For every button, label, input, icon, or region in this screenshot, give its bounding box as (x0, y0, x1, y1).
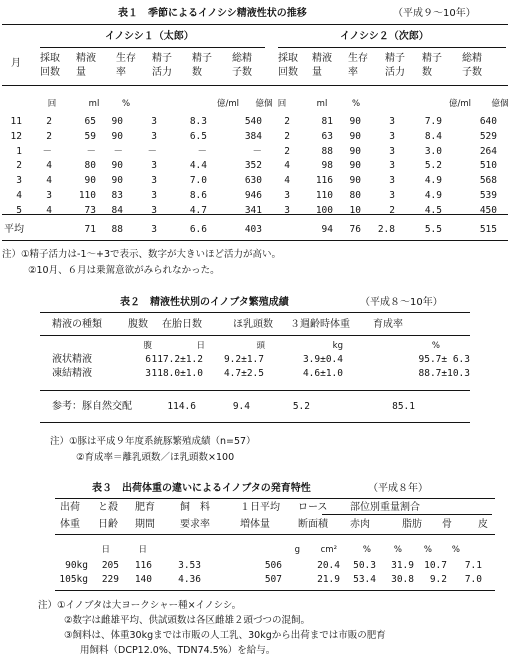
table2-header: 在胎日数 (162, 319, 202, 330)
table1-cell: － (197, 145, 207, 157)
table1-cell: 90 (349, 130, 361, 142)
table1-cell: 90 (111, 160, 123, 172)
table1-month: 3 (16, 175, 22, 187)
table2-unit: % (431, 341, 440, 351)
table1-cell: 5.2 (424, 160, 442, 172)
table3-cell: 229 (101, 574, 119, 585)
group1-rule (40, 47, 265, 48)
table2-cell: 118.0±1.0 (151, 368, 203, 379)
table1-avg-cell: 5.5 (424, 224, 442, 235)
table1-col-header-line1: 精子 (192, 53, 212, 64)
table3-row-label: 90kg (65, 560, 88, 571)
table1-cell: 8.3 (189, 116, 207, 127)
table1-cell: 529 (479, 130, 497, 142)
table2-header: ほ乳頭数 (233, 319, 273, 330)
table1-cell: 4.4 (189, 160, 207, 172)
table2-ref-cell: 114.6 (167, 401, 196, 412)
table1-cell: 7.9 (424, 116, 442, 127)
table1-avg-cell: 94 (321, 224, 333, 235)
table1-unit: 億個 (255, 99, 273, 109)
table1-cell: 90 (349, 160, 361, 172)
table1-col-header-line2: 活力 (152, 67, 172, 78)
table1-col-header-line2: 回数 (40, 67, 60, 78)
table3-header-bottom: 日齢 (98, 519, 118, 530)
table1-col-header-line1: 総精 (232, 53, 252, 64)
table2-caption: 表２ 精液性状別のイノブタ繁殖成績 (120, 297, 289, 308)
table1-cell: － (113, 145, 123, 157)
table1-top-rule (2, 24, 508, 25)
table3-row-label: 105kg (59, 574, 88, 585)
table1-cell: 3 (151, 190, 157, 201)
table3-header-bottom: 増体量 (240, 519, 270, 530)
table1-cell: 90 (111, 175, 123, 187)
table3-cell: 7.1 (464, 560, 482, 571)
table2-cell: 4.7±2.5 (223, 368, 264, 379)
table1-col-header-line1: 精子 (385, 53, 405, 64)
table1-cell: 80 (84, 160, 96, 172)
table2-note-1: 注）①豚は平成９年度系統豚繁殖成績（n=57） (50, 436, 256, 447)
table1-cell: 568 (479, 175, 497, 187)
table1-cell: － (252, 145, 262, 157)
table1-cell: 3 (284, 190, 290, 201)
table2-note-2: ②育成率＝離乳頭数／ほ乳頭数×100 (76, 452, 235, 463)
table1-col-header-line2: 子数 (462, 67, 482, 78)
table2-top-rule (40, 312, 470, 313)
table1-cell: 540 (244, 116, 262, 127)
table1-cell: 341 (244, 204, 262, 216)
table1-avg-cell: 6.6 (189, 224, 207, 235)
table3-header-top: １日平均 (240, 502, 280, 513)
table1-col-header-line2: 率 (348, 67, 358, 78)
table1-cell: 2 (284, 116, 290, 127)
table1-cell: 90 (111, 130, 123, 142)
table1-month: 2 (16, 160, 22, 172)
table1-col-header-line2: 子数 (232, 67, 252, 78)
table3-header-bottom: 赤肉 (350, 519, 370, 530)
table3-note-3: ③飼料は、体重30kgまでは市販の人工乳、30kgから出荷までは市販の肥育 (64, 630, 386, 641)
table1-unit: % (121, 99, 131, 109)
table1-cell: 539 (479, 190, 497, 201)
table1-col-header-line2: 量 (312, 67, 322, 78)
table1-unit: 億/ml (448, 99, 471, 109)
table3-header-bottom: 骨 (442, 519, 452, 530)
table3-header-top: と殺 (98, 502, 118, 513)
table3-unit: 日 (138, 545, 147, 555)
table2-row-label: 液状精液 (52, 354, 92, 365)
table1-cell: 83 (111, 190, 123, 201)
table3-unit: % (423, 545, 432, 555)
table1-cell: 384 (244, 130, 262, 142)
month-header: 月 (11, 58, 21, 69)
table3-note-2: ②数字は雌雄平均、供試頭数は各区雌雄２頭づつの混飼。 (64, 615, 311, 626)
table3-cell: 53.4 (353, 574, 376, 585)
table3-header-bottom: 脂肪 (402, 519, 422, 530)
table3-cell: 507 (264, 574, 282, 585)
table1-col-header-line1: 精子 (422, 53, 442, 64)
table1-cell: 946 (244, 190, 262, 201)
table1-cell: 80 (349, 190, 361, 201)
table1-col-header-line2: 数 (422, 67, 432, 78)
table1-header-rule (2, 85, 508, 86)
table1-cell: － (42, 145, 52, 157)
table1-cell: 2 (46, 116, 52, 127)
table1-col-header-line1: 精子 (152, 53, 172, 64)
table1-cell: 2 (284, 130, 290, 142)
table2-cell: 88.7±10.3 (418, 368, 470, 379)
table1-cell: 3 (389, 190, 395, 201)
table1-unit: 回 (277, 99, 287, 109)
table2-ref-rule (40, 390, 470, 391)
table1-cell: 3 (151, 160, 157, 172)
table1-cell: 81 (321, 116, 333, 127)
table3-cell: 7.0 (464, 574, 482, 585)
table3-unit: % (362, 545, 371, 555)
table1-avg-cell: 88 (111, 224, 123, 235)
table3-cell: 140 (134, 574, 152, 585)
table3-cell: 4.36 (178, 574, 201, 585)
table1-cell: 7.0 (189, 175, 207, 187)
table1-cell: 3 (389, 175, 395, 187)
table1-month: 12 (10, 130, 22, 142)
table1-cell: 8.4 (424, 130, 442, 142)
table1-note-1: 注）①精子活力は-1～+3で表示、数字が大きいほど活力が高い。 (2, 249, 281, 260)
table3-header-rule (55, 534, 495, 535)
table3-header-bottom: 体重 (60, 519, 80, 530)
table1-month: 4 (16, 190, 22, 201)
table2-cell: 6 (145, 354, 151, 365)
table1-col-header-line2: 回数 (278, 67, 298, 78)
table1-group2: イノシシ２（次郎） (340, 31, 429, 42)
table3-note-4: 用飼料（DCP12.0%、TDN74.5%）を給与。 (80, 645, 276, 656)
table1-col-header-line1: 精液 (312, 53, 332, 64)
table1-cell: 3 (151, 130, 157, 142)
table1-avg-rule (2, 214, 508, 215)
table1-cell: 3.0 (424, 145, 442, 157)
table1-cell: 3 (46, 190, 52, 201)
table3-caption: 表３ 出荷体重の違いによるイノブタの発育特性 (92, 483, 311, 494)
table1-avg-cell: 76 (349, 224, 361, 235)
table3-cell: 30.8 (391, 574, 414, 585)
table1-cell: 90 (349, 116, 361, 127)
table2-row-label: 凍結精液 (52, 368, 92, 379)
table1-cell: 3 (151, 204, 157, 216)
table2-ref-cell: 9.4 (232, 401, 250, 412)
table1-cell: 90 (111, 116, 123, 127)
table1-cell: 88 (321, 145, 333, 157)
table1-month: 1 (16, 145, 22, 157)
table1-cell: 110 (78, 190, 96, 201)
table3-cell: 20.4 (317, 560, 340, 571)
table1-cell: 8.6 (189, 190, 207, 201)
table1-cell: 90 (349, 145, 361, 157)
table1-cell: － (147, 145, 157, 157)
table1-cell: 98 (321, 160, 333, 172)
table1-avg-cell: 515 (479, 224, 497, 235)
table3-note-1: 注）①イノブタは大ヨークシャー種×イノシシ。 (38, 600, 242, 611)
table1-unit: 億個 (491, 99, 509, 109)
table1-col-header-line1: 生存 (348, 53, 368, 64)
table3-cell: 205 (101, 560, 119, 571)
table3-header-top: 出荷 (60, 502, 80, 513)
table3-header-bottom: 断面積 (298, 519, 328, 530)
table1-month: 5 (16, 204, 22, 216)
table3-cell: 21.9 (317, 574, 340, 585)
table1-unit: % (351, 99, 361, 109)
table1-cell: 84 (111, 204, 123, 216)
table1-cell: 90 (84, 175, 96, 187)
table2-unit: kg (332, 341, 343, 351)
group2-rule (278, 47, 506, 48)
table1-note-2: ②10月、６月は乗駕意欲がみられなかった。 (28, 265, 220, 276)
table1-cell: 6.5 (189, 130, 207, 142)
table1-cell: 264 (479, 145, 497, 157)
table3-unit: % (451, 545, 460, 555)
table1-caption: 表１ 季節によるイノシシ精液性状の推移 (118, 8, 307, 19)
table2-ref-label: 参考：豚自然交配 (52, 401, 132, 412)
table3-header-bottom: 要求率 (180, 519, 210, 530)
table3-cell: 9.2 (429, 574, 447, 585)
table1-unit: 回 (47, 99, 57, 109)
table1-col-header-line1: 生存 (116, 53, 136, 64)
table1-cell: 110 (315, 190, 333, 201)
table1-cell: 640 (479, 116, 497, 127)
table1-cell: 10 (349, 204, 361, 216)
table1-cell: 63 (321, 130, 333, 142)
table3-period: （平成８年） (368, 483, 428, 494)
table1-cell: 4.9 (424, 175, 442, 187)
table1-cell: 90 (349, 175, 361, 187)
table1-cell: 4.9 (424, 190, 442, 201)
table3-cell: 506 (264, 560, 282, 571)
table3-header-top: 部位別重量割合 (350, 502, 420, 513)
table1-cell: 450 (479, 204, 497, 216)
table3-cell: 50.3 (353, 560, 376, 571)
table3-header-top: 飼 料 (180, 502, 210, 513)
table1-col-header-line1: 精液 (76, 53, 96, 64)
table2-unit: 腹 (143, 341, 152, 351)
table1-group1: イノシシ１（太郎） (105, 31, 194, 42)
table1-cell: 116 (315, 175, 333, 187)
table1-cell: 73 (84, 204, 96, 216)
table1-cell: 59 (84, 130, 96, 142)
table3-unit: 日 (101, 545, 110, 555)
table2-header: ３週齢時体重 (290, 319, 350, 330)
table1-cell: 2 (389, 204, 395, 216)
table1-avg-cell: 403 (244, 224, 262, 235)
table2-cell: 9.2±1.7 (223, 354, 264, 365)
table1-col-header-line2: 数 (192, 67, 202, 78)
table2-bottom-rule (40, 422, 470, 423)
table1-col-header-line1: 採取 (40, 53, 60, 64)
table1-bottom-rule (2, 240, 508, 241)
table3-unit: % (393, 545, 402, 555)
table3-unit: g (294, 545, 300, 555)
table1-cell: 4 (46, 204, 52, 216)
table1-cell: 3 (389, 116, 395, 127)
table1-col-header-line1: 総精 (462, 53, 482, 64)
table1-cell: 3 (389, 145, 395, 157)
table1-cell: 4 (46, 175, 52, 187)
table1-avg-cell: 2.8 (377, 224, 395, 235)
table1-cell: 2 (284, 145, 290, 157)
table2-cell: 117.2±1.2 (151, 354, 203, 365)
table1-avg-label: 平均 (4, 224, 24, 235)
table1-unit: 億/ml (216, 99, 239, 109)
table3-top-rule (55, 498, 495, 499)
table1-cell: － (86, 145, 96, 157)
table1-cell: 3 (151, 116, 157, 127)
table3-header-top: ロース (298, 502, 328, 513)
table3-cell: 10.7 (424, 560, 447, 571)
table1-cell: 4 (284, 160, 290, 172)
table3-cell: 3.53 (178, 560, 201, 571)
table1-cell: 4.7 (189, 204, 207, 216)
table1-col-header-line2: 活力 (385, 67, 405, 78)
table1-unit: ml (316, 99, 328, 109)
table1-col-header-line1: 採取 (278, 53, 298, 64)
table2-cell: 3.9±0.4 (302, 354, 343, 365)
table2-header: 精液の種類 (52, 319, 102, 330)
table1-col-header-line2: 量 (76, 67, 86, 78)
table1-cell: 510 (479, 160, 497, 172)
table1-cell: 4.5 (424, 204, 442, 216)
table2-header-rule (40, 335, 470, 336)
table1-avg-cell: 3 (151, 224, 157, 235)
table1-cell: 3 (151, 175, 157, 187)
table1-cell: 65 (84, 116, 96, 127)
table3-cell: 116 (134, 560, 152, 571)
table1-period: （平成９～10年） (393, 8, 476, 19)
table2-header: 育成率 (373, 319, 403, 330)
table1-col-header-line2: 率 (116, 67, 126, 78)
table1-cell: 3 (389, 130, 395, 142)
table2-ref-cell: 85.1 (392, 401, 415, 412)
table2-cell: 4.6±1.0 (302, 368, 343, 379)
table3-cell: 31.9 (391, 560, 414, 571)
table3-part-rule (322, 514, 492, 515)
table1-month: 11 (10, 116, 22, 127)
table3-unit: cm² (320, 545, 337, 555)
table2-header: 腹数 (128, 319, 148, 330)
table1-cell: 4 (284, 175, 290, 187)
table3-header-bottom: 皮 (478, 519, 488, 530)
table1-cell: 4 (46, 160, 52, 172)
table2-cell: 3 (145, 368, 151, 379)
table3-header-bottom: 期間 (135, 519, 155, 530)
table2-unit: 日 (196, 341, 205, 351)
table3-bottom-rule (55, 590, 495, 591)
table1-cell: 3 (284, 204, 290, 216)
table2-period: （平成８～10年） (360, 297, 443, 308)
table2-unit: 頭 (256, 341, 265, 351)
table1-avg-cell: 71 (84, 224, 96, 235)
table2-cell: 95.7± 6.3 (418, 354, 470, 365)
table1-unit: ml (88, 99, 100, 109)
table3-header-top: 肥育 (135, 502, 155, 513)
table2-ref-cell: 5.2 (292, 401, 310, 412)
table1-cell: 100 (315, 204, 333, 216)
table1-cell: 352 (244, 160, 262, 172)
table1-cell: 2 (46, 130, 52, 142)
table1-cell: 3 (389, 160, 395, 172)
table1-cell: 630 (244, 175, 262, 187)
